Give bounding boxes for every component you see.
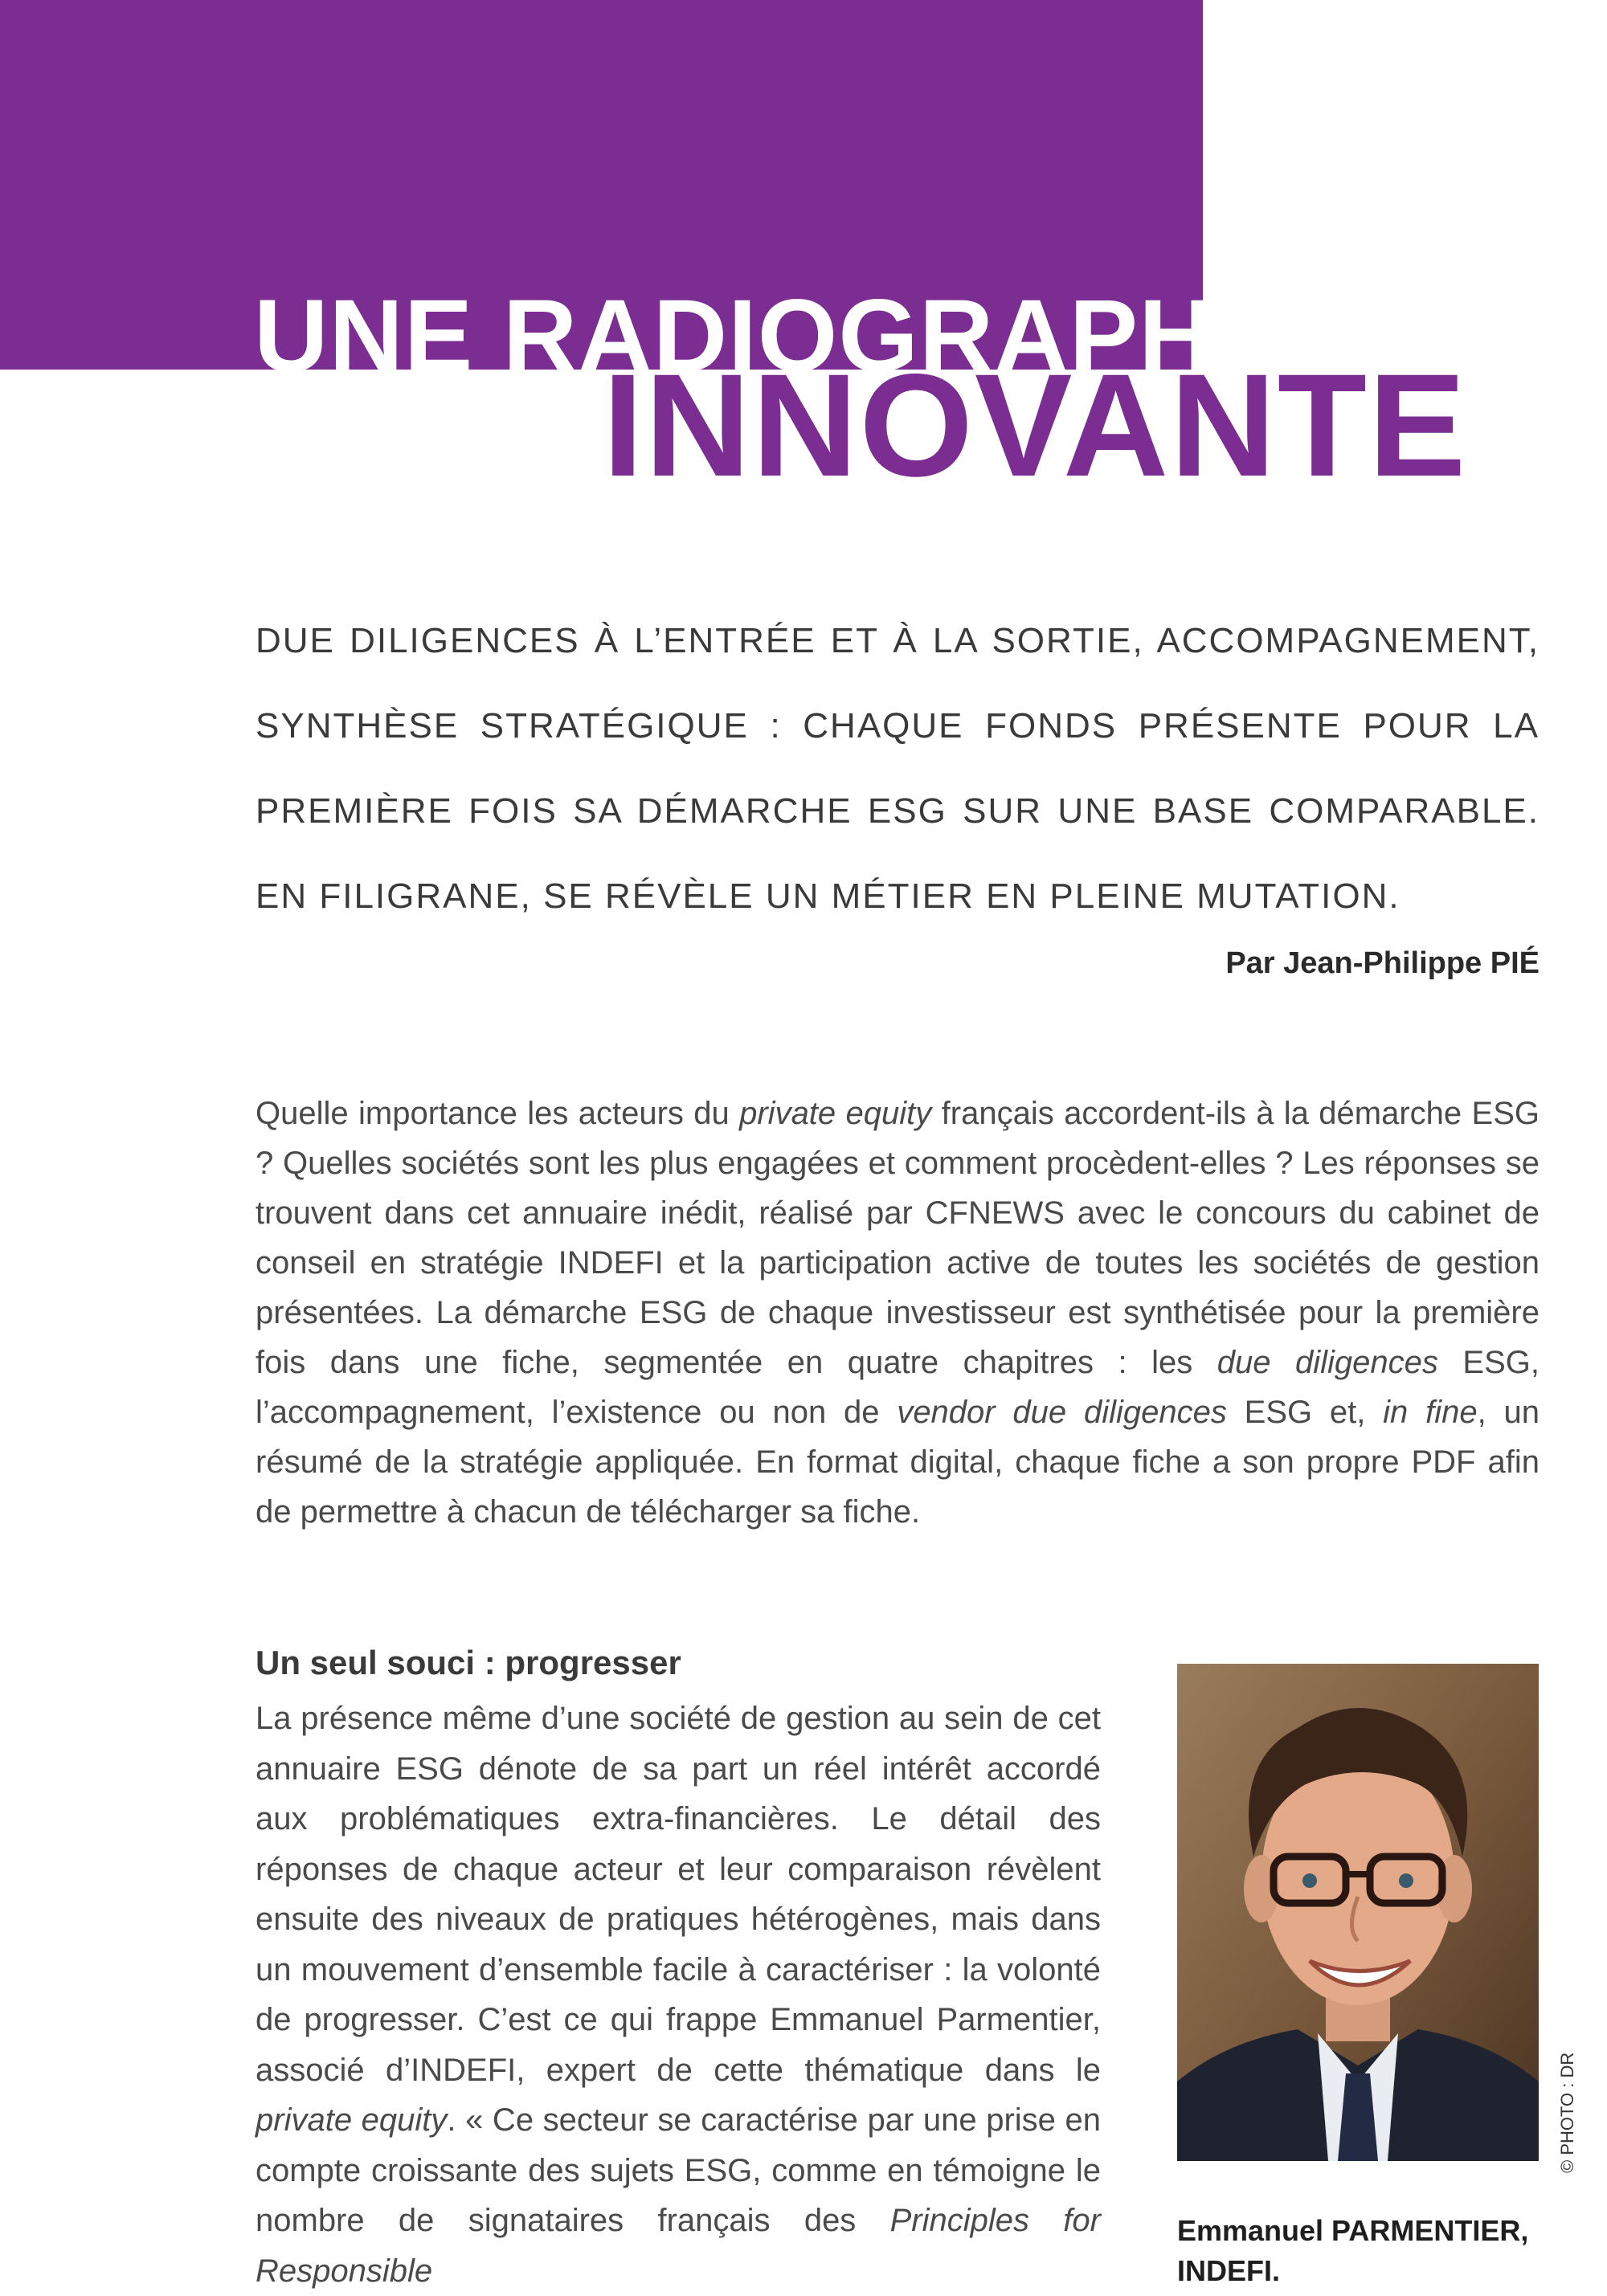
photo-caption (1177, 2211, 1563, 2291)
intro-text-4: ESG et, (1226, 1395, 1384, 1430)
title-line1: UNE RADIOGRAPHIE (254, 279, 1313, 394)
intro-text-3: ESG, l’accompagnement, l’existence ou non de (256, 1345, 1540, 1430)
intro-text-5: , un résumé de la stratégie appliquée. En format digital, chaque fiche a son propre PDF afin de permettre à chacun de télécharger sa fiche. (256, 1395, 1540, 1530)
intro-text-2: français accordent-ils à la démarche ESG ? Quelles sociétés sont les plus engagées et comment procèdent-elles ? Les réponses se trouvent dans cet annuaire inédit, réalisé par CFNEWS avec le concours du cabinet de conseil en stratégie INDEFI et la participation active de toutes les sociétés de gestion présentées. La démarche ESG de chaque investisseur est synthétisée pour la première fois dans une fiche, segmentée en quatre chapitres : les (256, 1096, 1540, 1380)
intro-text-1: Quelle importance les acteurs du (256, 1096, 740, 1131)
title-line2: INNOVANTE (603, 343, 1468, 507)
portrait-photo (1177, 1664, 1539, 2161)
byline: Par Jean-Philippe PIÉ (1225, 946, 1540, 980)
intro-italic-1: private equity (739, 1096, 932, 1131)
section-text-1: La présence même d’une société de gestion au sein de cet annuaire ESG dénote de sa part un réel intérêt accordé aux problématiques extra-financières. Le détail des réponses de chaque acteur et leur comparaison révèlent ensuite des niveaux de pratiques hétérogènes, mais dans un mouvement d’ensemble facile à caractériser : la volonté de progresser. C’est ce qui frappe Emmanuel Parmentier, associé d’INDEFI, expert de cette thématique dans le (256, 1701, 1101, 2088)
section-italic-2: Principles for Responsible (256, 2203, 1101, 2289)
section-heading: Un seul souci : progresser (256, 1644, 681, 1681)
caption-line1: Emmanuel PARMENTIER, (1177, 2214, 1529, 2247)
section-text-2: . « Ce secteur se caractérise par une prise en compte croissante des sujets ESG, comme en témoigne le nombre de signataires français des (256, 2102, 1101, 2238)
photo-credit: © PHOTO : DR (1557, 2052, 1577, 2173)
intro-italic-2: due diligences (1216, 1345, 1438, 1380)
intro-italic-3: vendor due diligences (897, 1395, 1227, 1430)
section-paragraph (256, 1693, 1101, 2296)
intro-paragraph (256, 1089, 1540, 1537)
section-italic-1: private equity (256, 2102, 448, 2138)
portrait-illustration (1177, 1664, 1539, 2161)
lead-paragraph: DUE DILIGENCES À L’ENTRÉE ET À LA SORTIE, ACCOMPAGNEMENT, SYNTHÈSE STRATÉGIQUE : CHAQUE FONDS PRÉSENTE POUR LA PREMIÈRE FOIS SA DÉMARCHE ESG SUR UNE BASE COMPARABLE. EN FILIGRANE, SE RÉVÈLE UN MÉTIER EN PLEINE MUTATION. (256, 621, 1540, 916)
caption-line2: INDEFI. (1177, 2254, 1281, 2287)
intro-italic-4: in fine (1383, 1395, 1478, 1430)
